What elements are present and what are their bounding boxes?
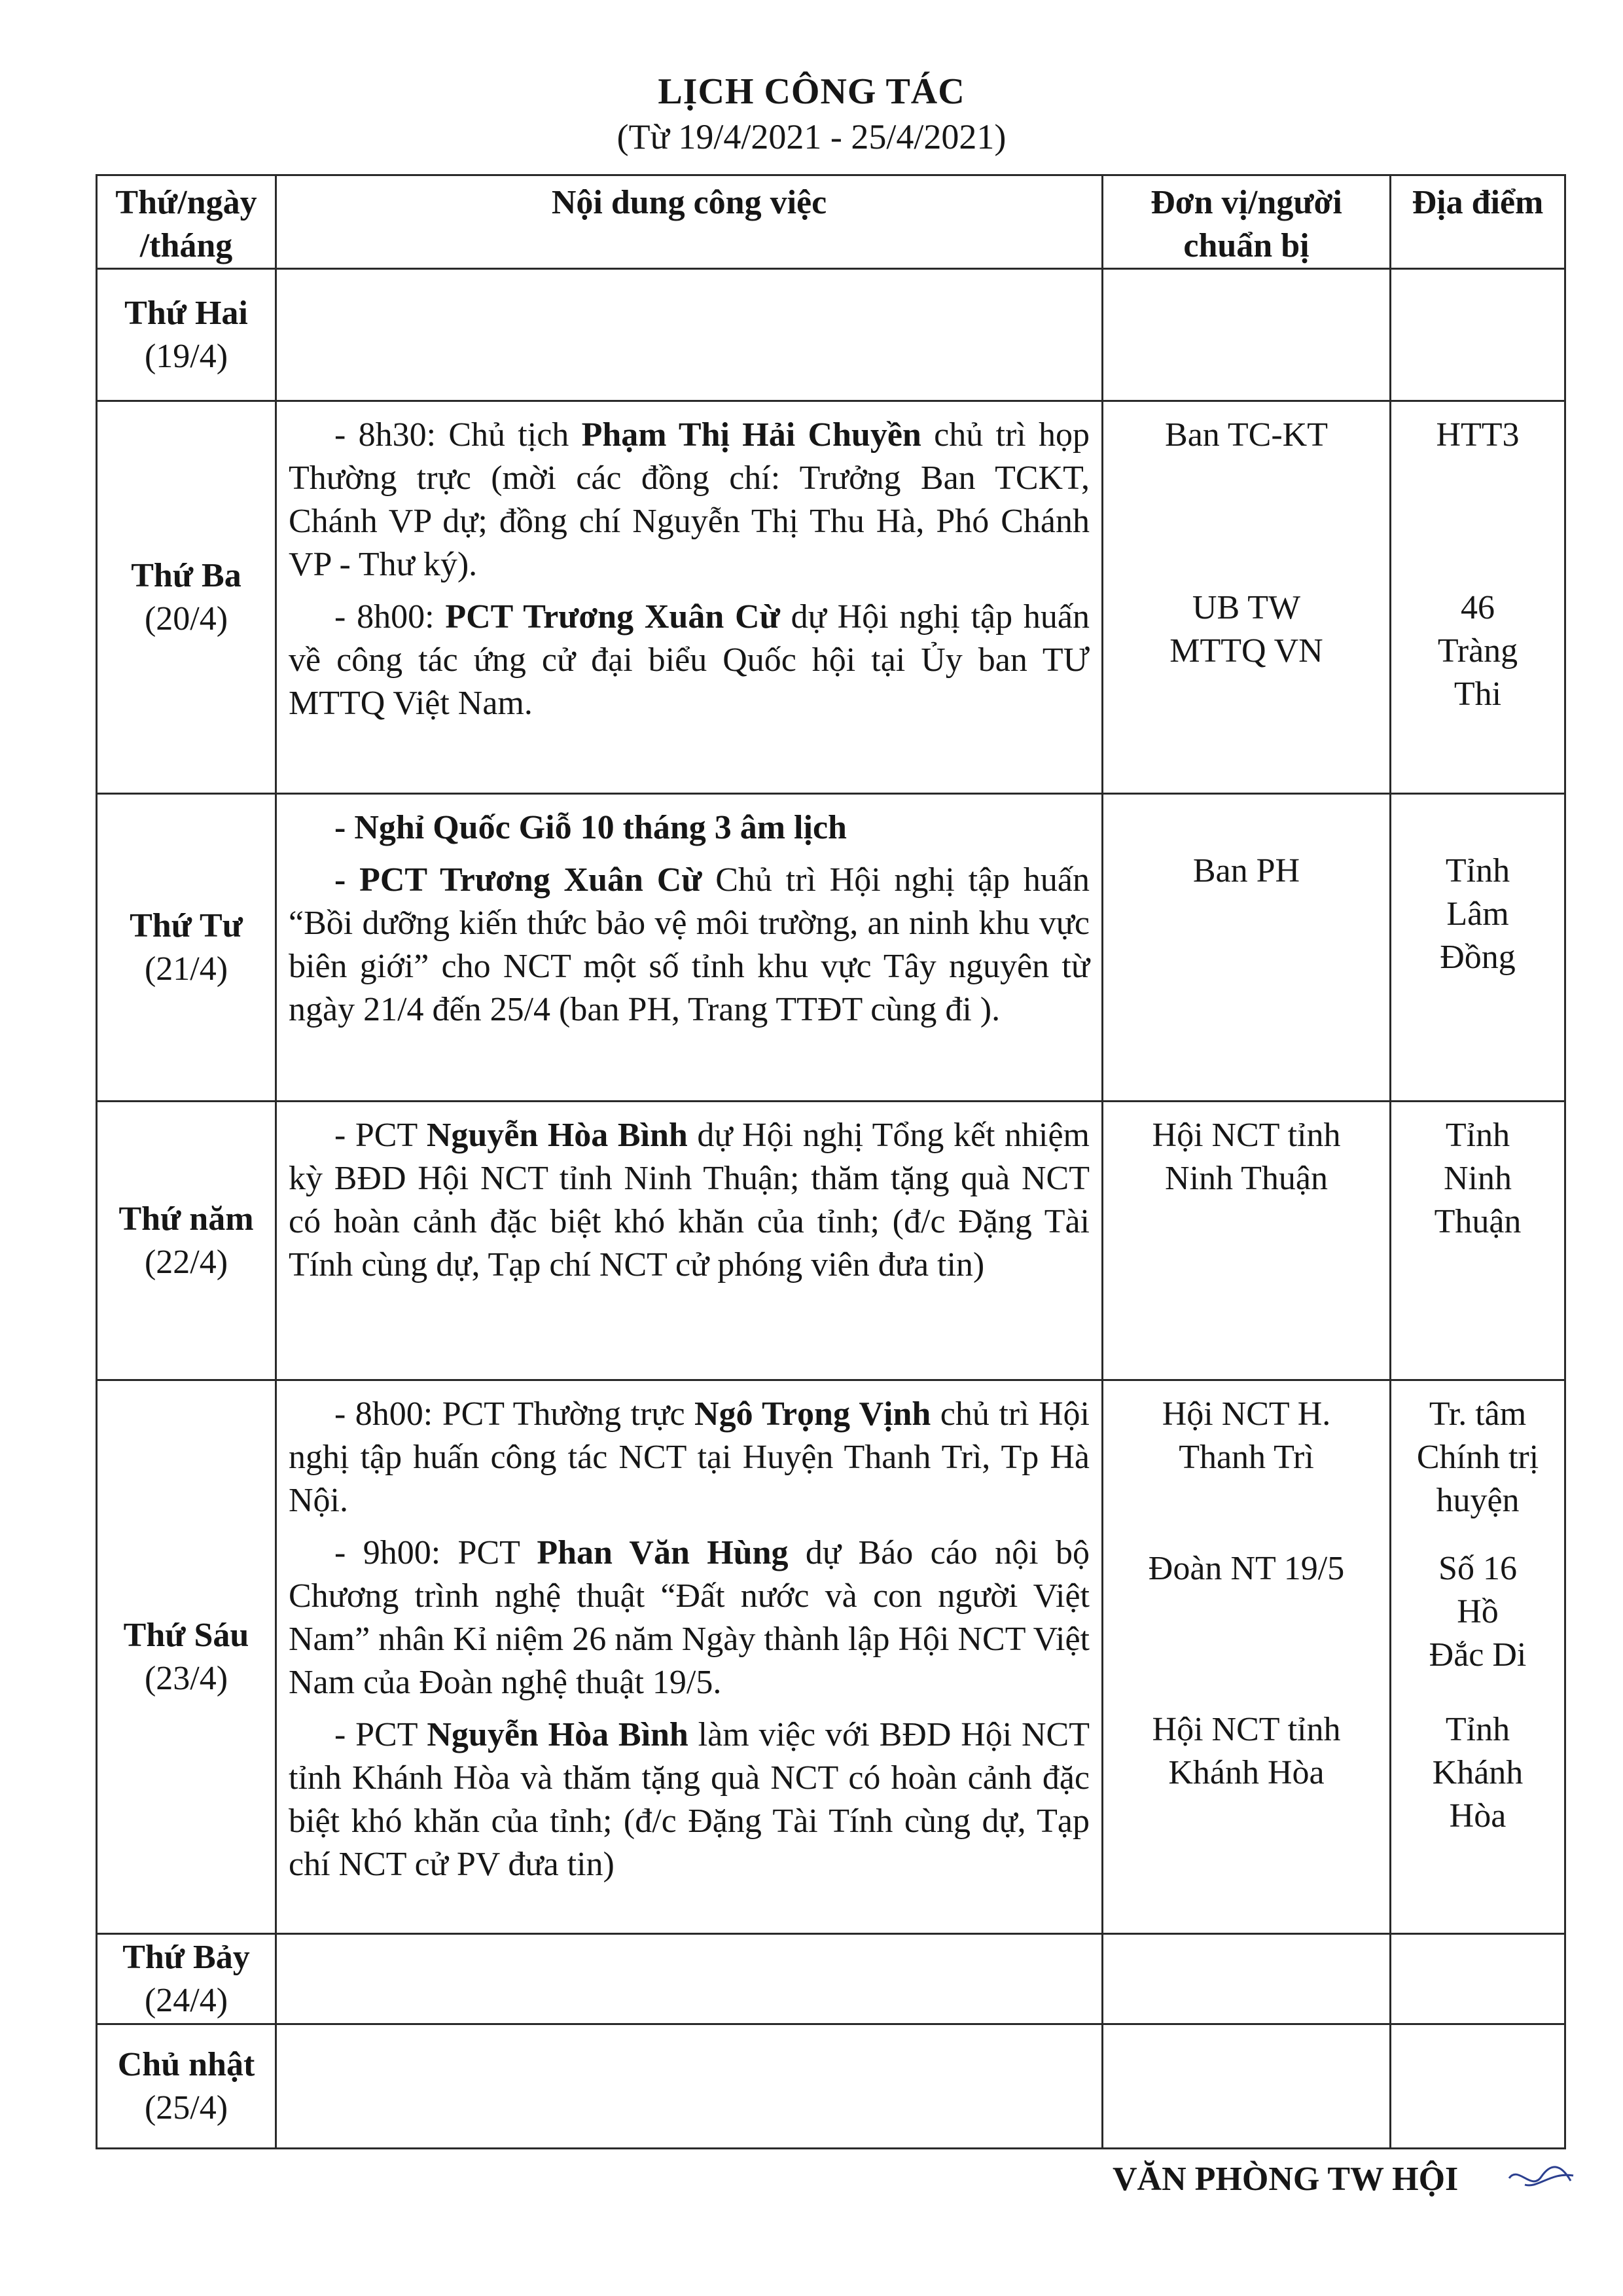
place-cell — [1391, 1102, 1565, 1380]
unit-cell — [1103, 269, 1391, 401]
day-name: Thứ Ba — [131, 556, 241, 594]
handwritten-signature — [1505, 2159, 1577, 2198]
unit-cell — [1103, 1934, 1391, 2024]
header-day: Thứ/ngày /tháng — [97, 175, 276, 269]
person-name: Nguyễn Hòa Bình — [427, 1716, 688, 1753]
place-text: huyện — [1436, 1482, 1520, 1519]
row-tuesday — [97, 401, 1565, 794]
document-title: LỊCH CÔNG TÁC — [658, 71, 965, 112]
day-name: Thứ Sáu — [123, 1616, 249, 1654]
row-friday — [97, 1380, 1565, 1934]
row-sunday — [97, 2024, 1565, 2149]
day-cell — [97, 1380, 276, 1934]
place-text: Chính trị — [1416, 1439, 1539, 1476]
day-name: Thứ Tư — [130, 906, 243, 944]
header-place: Địa điểm — [1391, 175, 1565, 269]
content-cell — [276, 1380, 1103, 1934]
person-name: Phan Văn Hùng — [537, 1534, 789, 1571]
task-text: dự Báo cáo nội bộ Chương trình nghệ thuật “Đất nước và con người Việt Nam” nhân Kỉ niệm 26 năm Ngày thành lập Hội NCT Việt Nam của Đoàn nghệ thuật 19/5. — [289, 1534, 1090, 1701]
day-cell — [97, 1934, 276, 2024]
task-time: - 8h00: PCT Thường trực — [334, 1395, 695, 1433]
content-cell — [276, 2024, 1103, 2149]
task-item — [289, 1713, 1090, 1886]
task-text: chủ trì Hội nghị tập huấn công tác NCT tại Huyện Thanh Trì, Tp Hà Nội. — [289, 1395, 1090, 1519]
date-range: (Từ 19/4/2021 - 25/4/2021) — [616, 117, 1007, 156]
task-item — [289, 1393, 1090, 1522]
place-cell — [1391, 2024, 1565, 2149]
day-name: Thứ Hai — [124, 294, 248, 332]
row-monday — [97, 269, 1565, 401]
row-thursday — [97, 1102, 1565, 1380]
place-text: 46 — [1461, 589, 1495, 626]
day-cell — [97, 2024, 276, 2149]
place-cell — [1391, 1380, 1565, 1934]
day-date: (25/4) — [144, 2089, 228, 2126]
unit-text: Ban PH — [1192, 852, 1300, 889]
day-date: (24/4) — [144, 1981, 228, 2019]
task-item — [289, 859, 1090, 1031]
row-saturday — [97, 1934, 1565, 2024]
task-text: làm việc với BĐD Hội NCT tỉnh Khánh Hòa và thăm tặng quà NCT có hoàn cảnh đặc biệt khó khăn của tỉnh; (đ/c Đặng Tài Tính cùng dự, Tạp chí NCT cử PV đưa tin) — [289, 1716, 1090, 1883]
unit-text: UB TW — [1192, 589, 1301, 626]
day-date: (20/4) — [144, 600, 228, 637]
task-text: Chủ trì Hội nghị tập huấn “Bồi dưỡng kiến thức bảo vệ môi trường, an ninh khu vực biên giới” cho NCT một số tỉnh khu vực Tây nguyên từ ngày 21/4 đến 25/4 (ban PH, Trang TTĐT cùng đi ). — [289, 861, 1090, 1028]
header-row — [97, 175, 1565, 269]
task-item — [289, 596, 1090, 725]
unit-text: Đoàn NT 19/5 — [1148, 1550, 1345, 1587]
unit-text: Ninh Thuận — [1165, 1160, 1328, 1197]
unit-cell — [1103, 401, 1391, 794]
unit-text: Hội NCT tỉnh — [1152, 1117, 1341, 1154]
day-date: (22/4) — [144, 1243, 228, 1281]
day-cell — [97, 794, 276, 1102]
task-time: - 9h00: PCT — [334, 1534, 537, 1571]
person-name: - PCT Trương Xuân Cừ — [334, 861, 702, 899]
header-content: Nội dung công việc — [276, 175, 1103, 269]
task-time: - 8h30: Chủ tịch — [334, 416, 582, 454]
task-text: dự Hội nghị Tổng kết nhiệm kỳ BĐD Hội NCT tỉnh Ninh Thuận; thăm tặng quà NCT có hoàn cảnh đặc biệt khó khăn của tỉnh; (đ/c Đặng Tài Tính cùng dự, Tạp chí NCT cử phóng viên đưa tin) — [289, 1117, 1090, 1283]
task-item — [289, 1532, 1090, 1704]
content-cell — [276, 794, 1103, 1102]
content-cell — [276, 1934, 1103, 2024]
day-name: Thứ năm — [118, 1200, 254, 1238]
day-cell — [97, 1102, 276, 1380]
place-text: HTT3 — [1436, 416, 1520, 454]
content-cell — [276, 1102, 1103, 1380]
place-text: Số 16 — [1438, 1550, 1517, 1587]
day-name: Thứ Bảy — [122, 1938, 250, 1976]
person-name: Ngô Trọng Vịnh — [694, 1395, 931, 1433]
unit-cell — [1103, 2024, 1391, 2149]
unit-text: Thanh Trì — [1179, 1439, 1314, 1476]
unit-cell — [1103, 1380, 1391, 1934]
office-signature-label: VĂN PHÒNG TW HỘI — [1113, 2161, 1459, 2198]
day-name: Chủ nhật — [117, 2045, 255, 2083]
day-cell — [97, 269, 276, 401]
place-text: Tỉnh — [1445, 1711, 1510, 1748]
day-date: (21/4) — [144, 950, 228, 988]
place-text: Thi — [1454, 675, 1502, 713]
task-item — [289, 414, 1090, 586]
place-text: Khánh — [1432, 1754, 1524, 1791]
task-time: - PCT — [334, 1716, 427, 1753]
place-text: Đắc Di — [1429, 1636, 1527, 1674]
person-name: Phạm Thị Hải Chuyền — [581, 416, 921, 454]
place-cell — [1391, 269, 1565, 401]
place-text: Tỉnh — [1445, 852, 1510, 889]
place-text: Hòa — [1449, 1797, 1507, 1835]
place-text: Đồng — [1440, 939, 1516, 976]
place-text: Hồ — [1457, 1593, 1499, 1630]
day-date: (23/4) — [144, 1659, 228, 1697]
unit-text: Khánh Hòa — [1168, 1754, 1325, 1791]
place-text: Ninh — [1444, 1160, 1512, 1197]
place-cell — [1391, 794, 1565, 1102]
task-item — [289, 1114, 1090, 1287]
place-text: Lâm — [1446, 895, 1509, 933]
content-cell — [276, 269, 1103, 401]
schedule-table — [96, 174, 1566, 2149]
unit-cell — [1103, 1102, 1391, 1380]
place-text: Thuận — [1434, 1203, 1522, 1240]
place-text: Tr. tâm — [1429, 1395, 1527, 1433]
task-text: chủ trì họp Thường trực (mời các đồng chí: Trưởng Ban TCKT, Chánh VP dự; đồng chí Nguyễn Thị Thu Hà, Phó Chánh VP - Thư ký). — [289, 416, 1090, 583]
unit-cell — [1103, 794, 1391, 1102]
day-date: (19/4) — [144, 337, 228, 375]
place-text: Tràng — [1437, 632, 1518, 670]
task-text: dự Hội nghị tập huấn về công tác ứng cử đại biểu Quốc hội tại Ủy ban TƯ MTTQ Việt Nam. — [289, 598, 1090, 722]
task-time: - PCT — [334, 1117, 427, 1154]
place-text: Tỉnh — [1445, 1117, 1510, 1154]
unit-text: Hội NCT H. — [1162, 1395, 1331, 1433]
task-time: - 8h00: — [334, 598, 446, 636]
header-unit: Đơn vị/người chuẩn bị — [1103, 175, 1391, 269]
place-cell — [1391, 1934, 1565, 2024]
unit-text: Hội NCT tỉnh — [1152, 1711, 1341, 1748]
unit-text: MTTQ VN — [1169, 632, 1323, 670]
task-item: - Nghỉ Quốc Giỗ 10 tháng 3 âm lịch — [334, 809, 847, 846]
place-cell — [1391, 401, 1565, 794]
row-wednesday — [97, 794, 1565, 1102]
content-cell — [276, 401, 1103, 794]
person-name: PCT Trương Xuân Cừ — [445, 598, 780, 636]
unit-text: Ban TC-KT — [1165, 416, 1328, 454]
person-name: Nguyễn Hòa Bình — [426, 1117, 688, 1154]
day-cell — [97, 401, 276, 794]
